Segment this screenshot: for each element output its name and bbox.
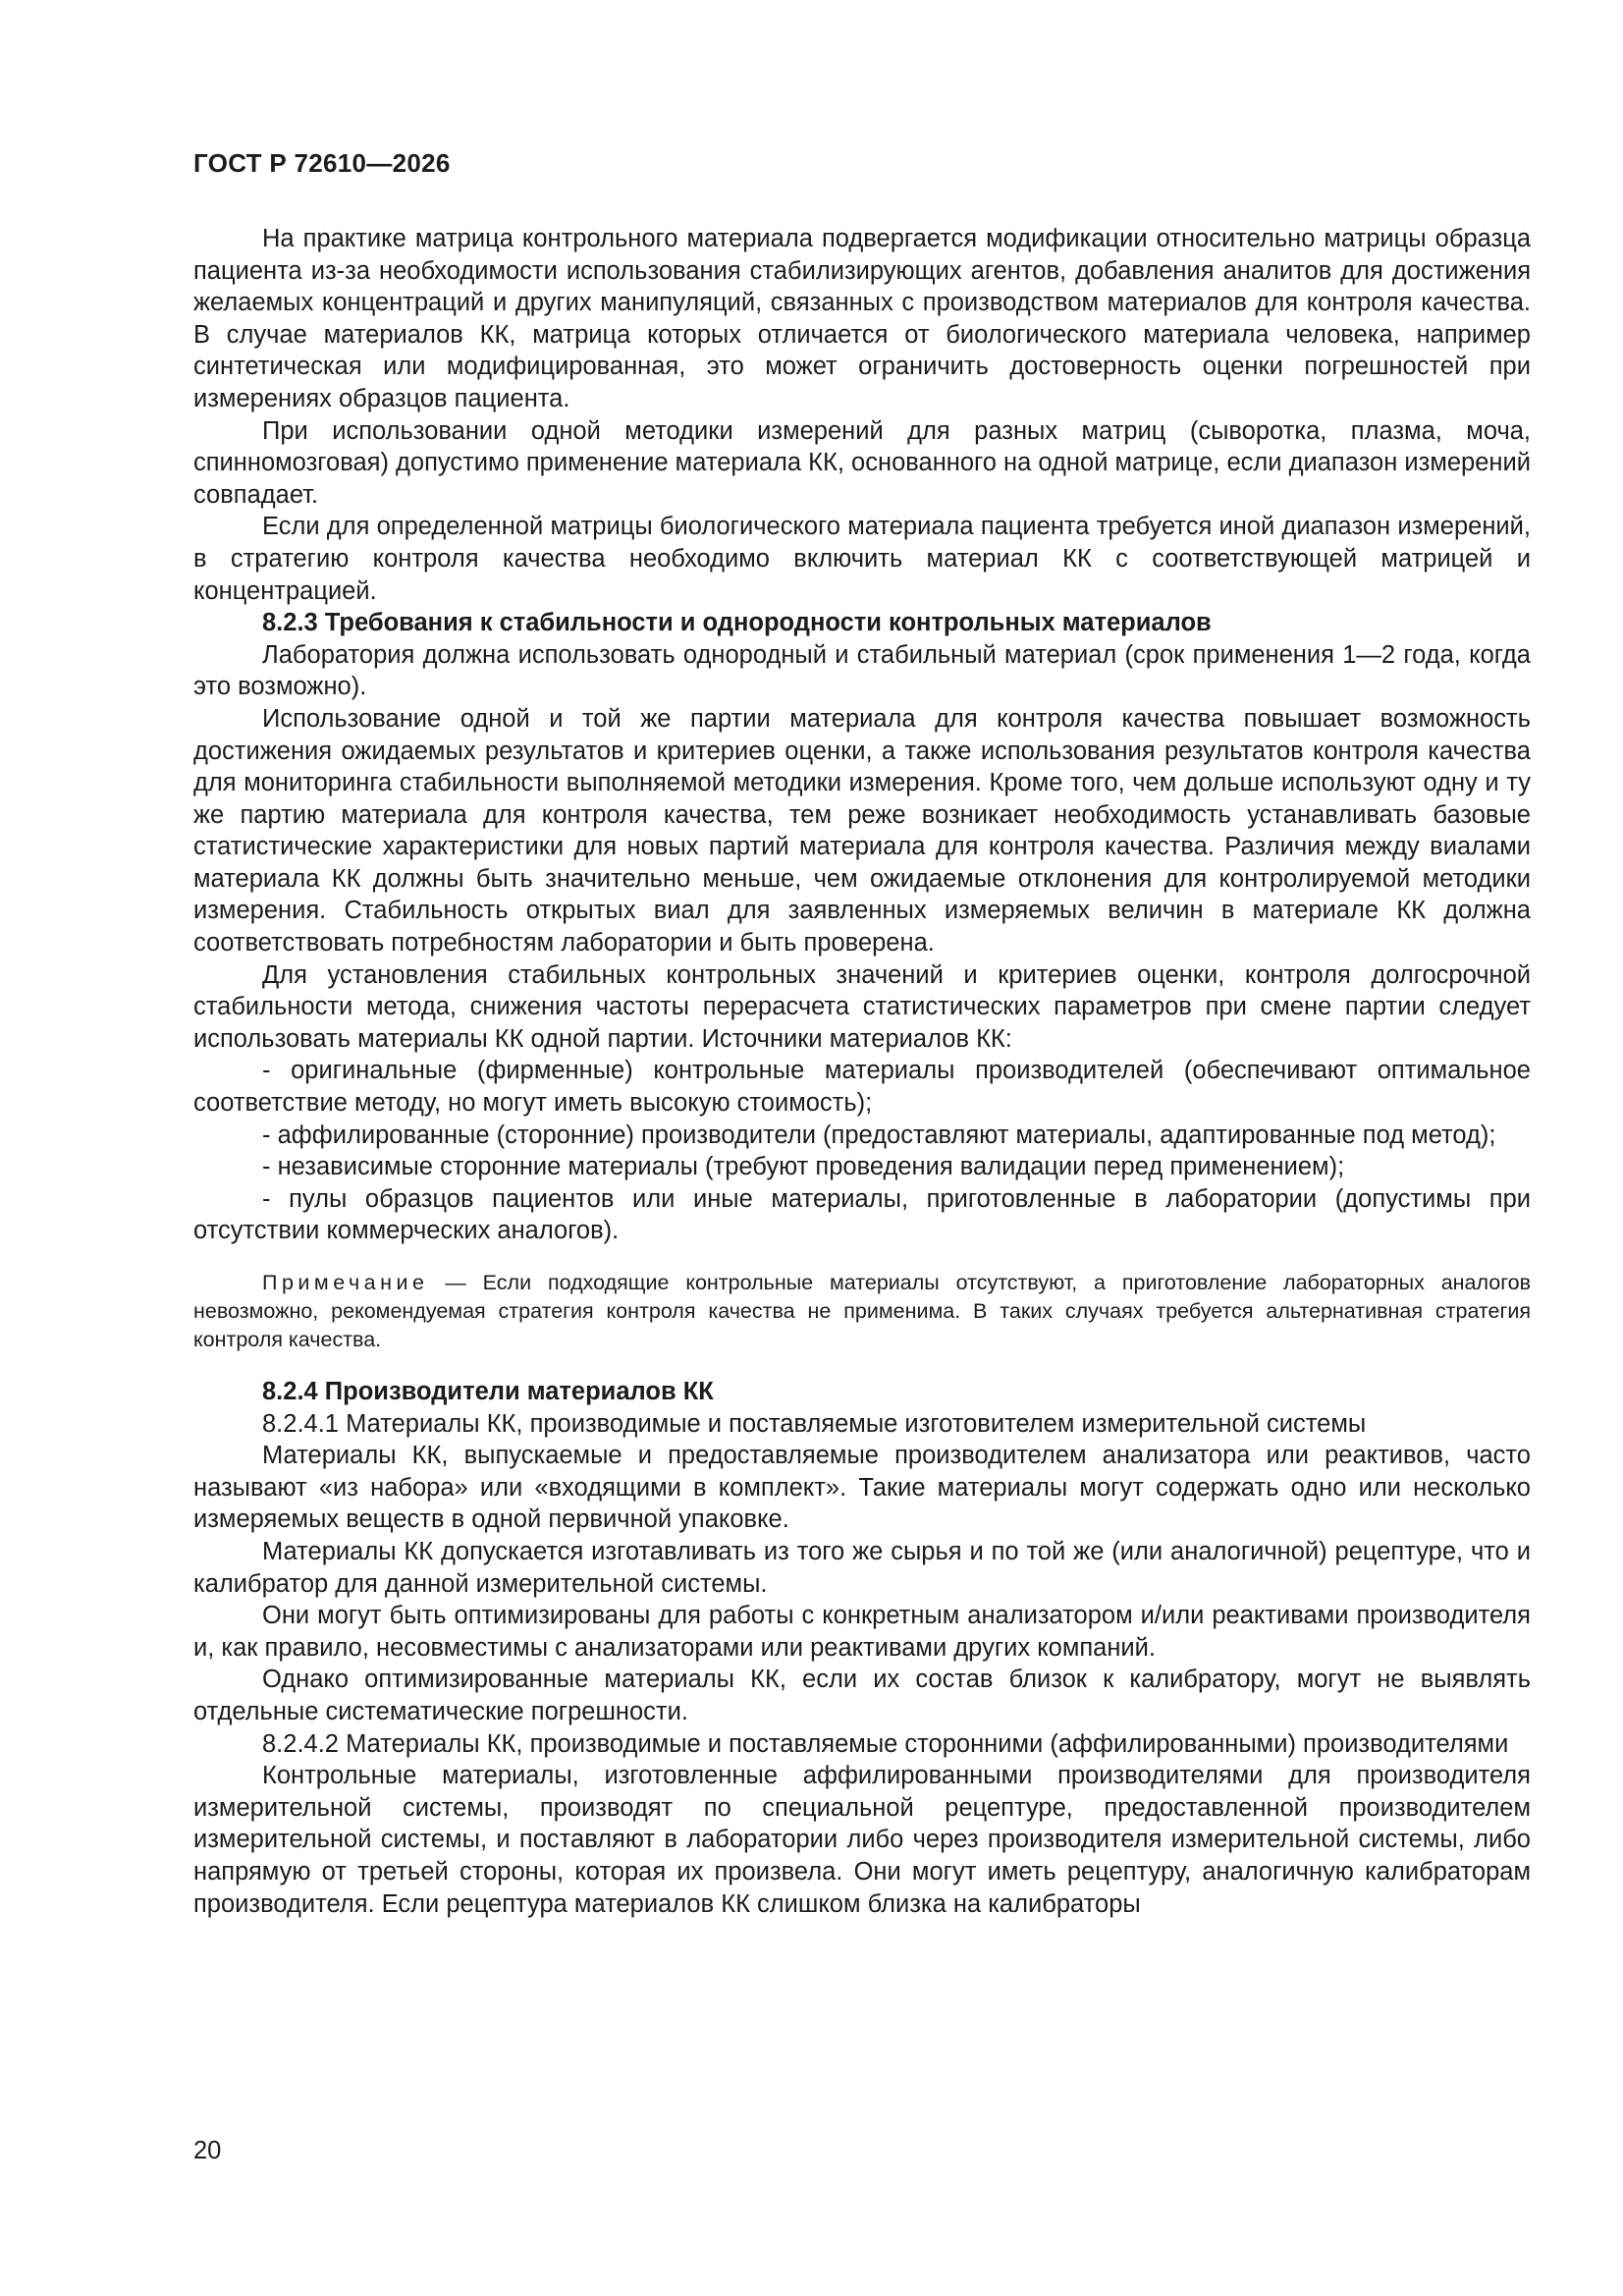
list-item: - аффилированные (сторонние) производители (предоставляют материалы, адаптированные под метод); bbox=[262, 1121, 1496, 1149]
paragraph: Однако оптимизированные материалы КК, если их состав близок к калибратору, могут не выявлять отдельные систематические погрешности. bbox=[193, 1666, 1531, 1725]
paragraph: Материалы КК допускается изготавливать из того же сырья и по той же (или аналогичной) рецептуре, что и калибратор для данной измерительной системы. bbox=[193, 1537, 1531, 1598]
paragraph: Контрольные материалы, изготовленные аффилированными производителями для производителя измерительной системы, производят по специальной рецептуре, предоставленной производителем измерительной системы, и поставляют в лаборатории либо через производителя измерительной системы, либо напрямую от третьей стороны, которая их произвела. Они могут иметь рецептуру, аналогичную калибраторам производителя. Если рецептура материалов КК слишком близка на калибраторы bbox=[193, 1762, 1531, 1918]
paragraph: Лаборатория должна использовать однородный и стабильный материал (срок применения 1—2 года, когда это возможно). bbox=[193, 640, 1531, 701]
document-body bbox=[193, 223, 1531, 1920]
paragraph: На практике матрица контрольного материала подвергается модификации относительно матрицы образца пациента из-за необходимости использования стабилизирующих агентов, добавления аналитов для достижения желаемых концентраций и других манипуляций, связанных с производством материалов для контроля качества. В случае материалов КК, матрица которых отличается от биологического материала человека, например синтетическая или модифицированная, это может ограничить достоверность оценки погрешностей при измерениях образцов пациента. bbox=[193, 225, 1531, 412]
list-item: - независимые сторонние материалы (требуют проведения валидации перед применением); bbox=[262, 1153, 1345, 1181]
note-text: — Если подходящие контрольные материалы отсутствуют, а приготовление лабораторных аналогов невозможно, рекомендуемая стратегия контроля качества не применима. В таких случаях требуется альтернативная стратегия контроля качества. bbox=[193, 1271, 1531, 1351]
note-label: Примечание bbox=[262, 1271, 429, 1294]
paragraph: При использовании одной методики измерений для разных матриц (сыворотка, плазма, моча, спинномозговая) допустимо применение материала КК, основанного на одной матрице, если диапазон измерений совпадает. bbox=[193, 416, 1531, 509]
document-header-title: ГОСТ Р 72610—2026 bbox=[193, 148, 451, 178]
list-item: - оригинальные (фирменные) контрольные материалы производителей (обеспечивают оптимальное соответствие методу, но могут иметь высокую стоимость); bbox=[193, 1057, 1531, 1118]
subsection-title: 8.2.4.1 Материалы КК, производимые и поставляемые изготовителем измерительной системы bbox=[262, 1409, 1367, 1438]
section-heading-8-2-4: 8.2.4 Производители материалов КК bbox=[262, 1378, 714, 1405]
paragraph: Материалы КК, выпускаемые и предоставляемые производителем анализатора или реактивов, часто называют «из набора» или «входящими в комплект». Такие материалы могут содержать одно или несколько измеряемых веществ в одной первичной упаковке. bbox=[193, 1442, 1531, 1534]
paragraph: Для установления стабильных контрольных значений и критериев оценки, контроля долгосрочной стабильности метода, снижения частоты перерасчета статистических параметров при смене партии следует использовать материалы КК одной партии. Источники материалов КК: bbox=[193, 960, 1531, 1053]
note-block bbox=[193, 1269, 1531, 1354]
paragraph: Они могут быть оптимизированы для работы с конкретным анализатором и/или реактивами производителя и, как правило, несовместимы с анализаторами или реактивами других компаний. bbox=[193, 1602, 1531, 1662]
section-heading-8-2-3: 8.2.3 Требования к стабильности и однородности контрольных материалов bbox=[262, 609, 1212, 637]
page-number: 20 bbox=[193, 2137, 222, 2164]
list-item: - пулы образцов пациентов или иные материалы, приготовленные в лаборатории (допустимы при отсутствии коммерческих аналогов). bbox=[193, 1184, 1531, 1245]
subsection-title: 8.2.4.2 Материалы КК, производимые и поставляемые сторонними (аффилированными) производителями bbox=[262, 1729, 1509, 1758]
paragraph: Если для определенной матрицы биологического материала пациента требуется иной диапазон измерений, в стратегию контроля качества необходимо включить материал КК с соответствующей матрицей и концентрацией. bbox=[193, 513, 1531, 605]
paragraph: Использование одной и той же партии материала для контроля качества повышает возможность достижения ожидаемых результатов и критериев оценки, а также использования результатов контроля качества для мониторинга стабильности выполняемой методики измерения. Кроме того, чем дольше используют одну и ту же партию материала для контроля качества, тем реже возникает необходимость устанавливать базовые статистические характеристики для новых партий материала для контроля качества. Различия между виалами материала КК должны быть значительно меньше, чем ожидаемые отклонения для контролируемой методики измерения. Стабильность открытых виал для заявленных измеряемых величин в материале КК должна соответствовать потребностям лаборатории и быть проверена. bbox=[193, 704, 1531, 957]
